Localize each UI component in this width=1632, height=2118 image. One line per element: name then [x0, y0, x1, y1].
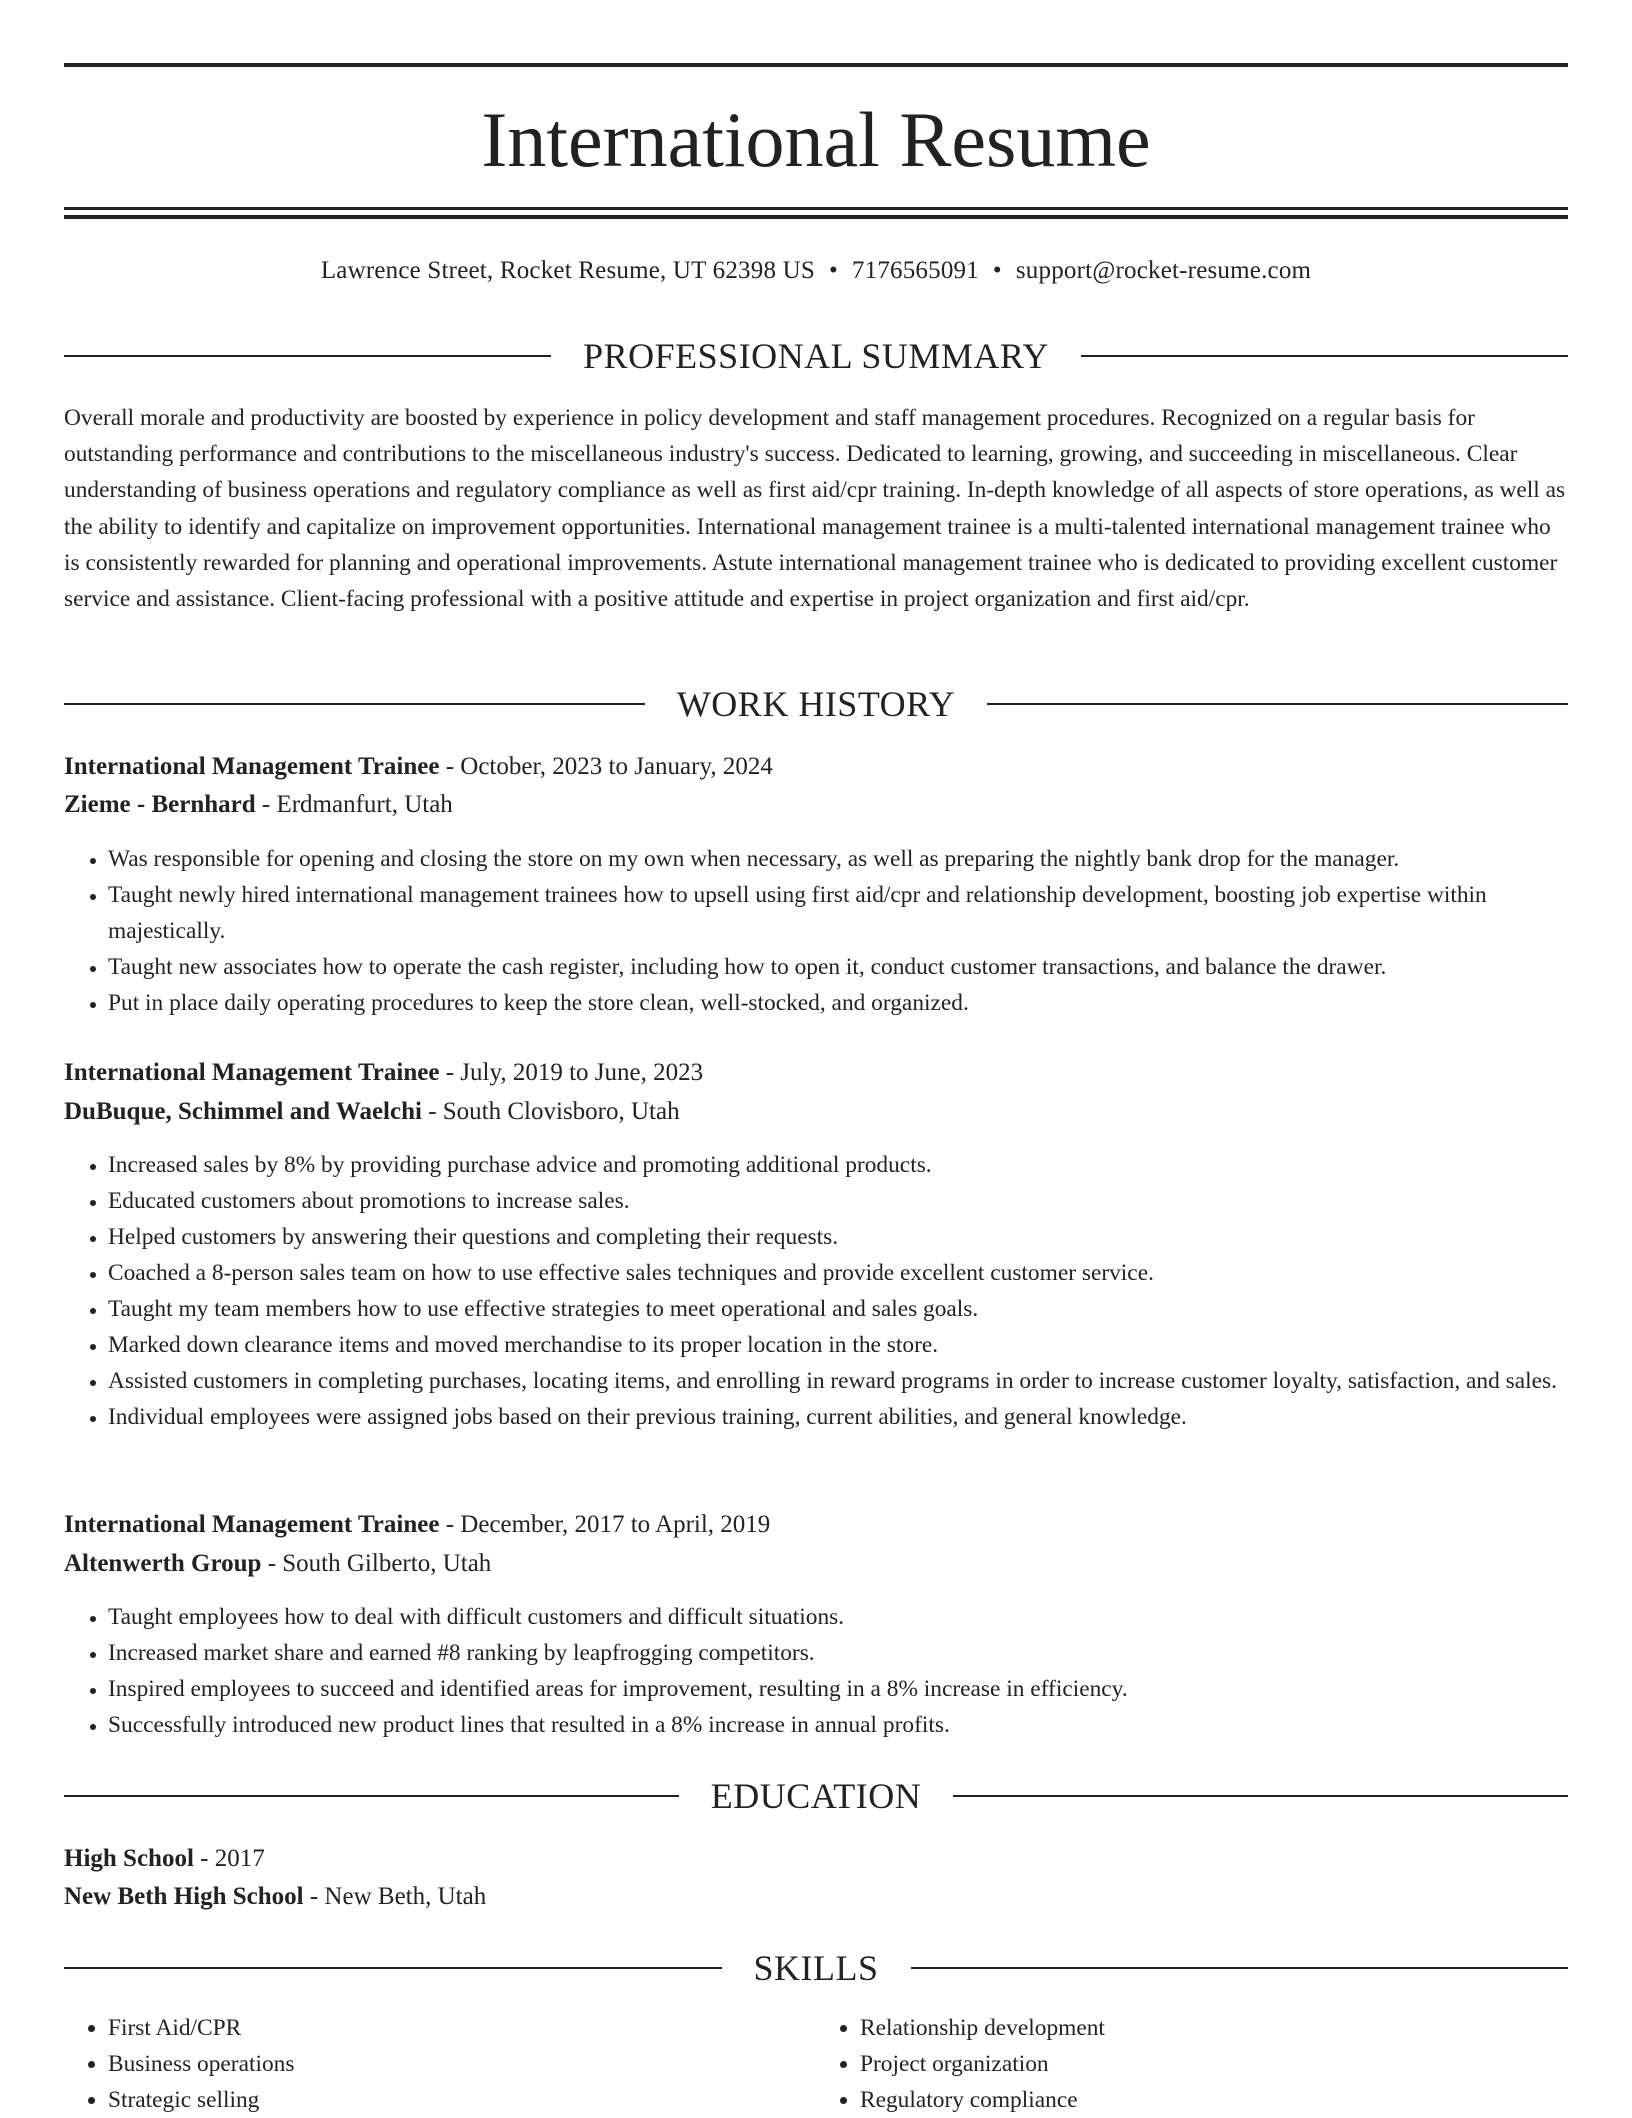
skill-item: • First Aid/CPR	[108, 2010, 816, 2046]
list-item: • Coached a 8-person sales team on how to use effective sales techniques and provide excellent customer service.	[108, 1255, 1568, 1291]
job-title-line	[64, 1055, 1568, 1091]
skill-item: • Business operations	[108, 2046, 816, 2082]
job-location: - South Clovisboro, Utah	[421, 1098, 680, 1125]
education-school: New Beth High School	[64, 1883, 304, 1910]
section-title: WORK HISTORY	[676, 684, 956, 724]
heading-rule	[64, 355, 551, 357]
list-item: • Put in place daily operating procedures to keep the store clean, well-stocked, and organized.	[108, 985, 1568, 1021]
section-heading-summary	[64, 334, 1568, 378]
heading-rule	[1081, 355, 1568, 357]
job-title: International Management Trainee	[64, 1511, 440, 1538]
section-title: SKILLS	[753, 1948, 879, 1988]
list-item: • Marked down clearance items and moved merchandise to its proper location in the store.	[108, 1327, 1568, 1363]
job-company-line	[64, 787, 1568, 823]
skills-column-right	[816, 2010, 1568, 2118]
contact-line	[64, 255, 1568, 287]
job-company: Altenwerth Group	[64, 1550, 262, 1577]
education-degree: High School	[64, 1845, 194, 1872]
heading-rule	[987, 703, 1568, 705]
contact-separator: •	[992, 257, 1002, 284]
list-item: • Assisted customers in completing purchases, locating items, and enrolling in reward programs in order to increase customer loyalty, satisfaction, and sales.	[108, 1363, 1568, 1399]
job-location: - Erdmanfurt, Utah	[255, 791, 453, 818]
list-item: • Taught employees how to deal with difficult customers and difficult situations.	[108, 1599, 1568, 1635]
job-company: Zieme - Bernhard	[64, 791, 256, 818]
job-location: - South Gilberto, Utah	[261, 1550, 492, 1577]
education-school-line	[64, 1879, 1568, 1915]
section-heading-work	[64, 682, 1568, 726]
heading-rule	[64, 1967, 722, 1969]
skills-column-left	[64, 2010, 816, 2118]
job-title-line	[64, 749, 1568, 785]
education-degree-line	[64, 1841, 1568, 1877]
education-year: - 2017	[193, 1845, 265, 1872]
list-item: • Inspired employees to succeed and identified areas for improvement, resulting in a 8% increase in efficiency.	[108, 1671, 1568, 1707]
heading-rule	[64, 1795, 679, 1797]
top-rule	[64, 63, 1568, 67]
heading-rule	[911, 1967, 1569, 1969]
job-company-line	[64, 1094, 1568, 1130]
list-item: • Individual employees were assigned jobs based on their previous training, current abilities, and general knowledge.	[108, 1399, 1568, 1435]
job-title-line	[64, 1507, 1568, 1543]
job-dates: - October, 2023 to January, 2024	[439, 753, 773, 780]
skill-item: • Relationship development	[860, 2010, 1568, 2046]
section-heading-education	[64, 1774, 1568, 1818]
list-item: • Was responsible for opening and closing the store on my own when necessary, as well as preparing the nightly bank drop for the manager.	[108, 841, 1568, 877]
section-heading-skills	[64, 1946, 1568, 1990]
resume-title: International Resume	[481, 96, 1151, 183]
skill-item: • Regulatory compliance	[860, 2082, 1568, 2118]
job-bullets	[64, 1599, 1568, 1743]
skills-list	[64, 2010, 1568, 2118]
skill-item: • Project organization	[860, 2046, 1568, 2082]
job-bullets	[64, 841, 1568, 1021]
summary-text: Overall morale and productivity are boosted by experience in policy development and staff management procedures. Recognized on a regular basis for outstanding performance and contributions to the miscellaneous industry's success. Dedicated to learning, growing, and succeeding in miscellaneous. Clear understanding of business operations and regulatory compliance as well as first aid/cpr training. In-depth knowledge of all aspects of store operations, as well as the ability to identify and capitalize on improvement opportunities. International management trainee is a multi-talented international management trainee who is consistently rewarded for planning and operational improvements. Astute international management trainee who is dedicated to providing excellent customer service and assistance. Client-facing professional with a positive attitude and expertise in project organization and first aid/cpr.	[64, 405, 1566, 613]
job-dates: - December, 2017 to April, 2019	[439, 1511, 771, 1538]
list-item: • Helped customers by answering their questions and completing their requests.	[108, 1219, 1568, 1255]
contact-phone: 7176565091	[851, 257, 979, 284]
title-double-rule	[64, 207, 1568, 219]
job-title: International Management Trainee	[64, 753, 440, 780]
job-title: International Management Trainee	[64, 1059, 440, 1086]
job-dates: - July, 2019 to June, 2023	[439, 1059, 704, 1086]
list-item: • Taught new associates how to operate the cash register, including how to open it, conduct customer transactions, and balance the drawer.	[108, 949, 1568, 985]
heading-rule	[64, 703, 645, 705]
contact-email: support@rocket-resume.com	[1015, 257, 1312, 284]
contact-address: Lawrence Street, Rocket Resume, UT 62398 US	[320, 257, 815, 284]
heading-rule	[953, 1795, 1568, 1797]
section-title: EDUCATION	[710, 1776, 922, 1816]
job-bullets	[64, 1147, 1568, 1435]
list-item: • Taught newly hired international management trainees how to upsell using first aid/cpr and relationship development, boosting job expertise within majestically.	[108, 877, 1568, 949]
job-company: DuBuque, Schimmel and Waelchi	[64, 1098, 422, 1125]
list-item: • Taught my team members how to use effective strategies to meet operational and sales goals.	[108, 1291, 1568, 1327]
list-item: • Educated customers about promotions to increase sales.	[108, 1183, 1568, 1219]
list-item: • Increased sales by 8% by providing purchase advice and promoting additional products.	[108, 1147, 1568, 1183]
job-company-line	[64, 1546, 1568, 1582]
skill-item: • Strategic selling	[108, 2082, 816, 2118]
education-location: - New Beth, Utah	[303, 1883, 487, 1910]
section-title: PROFESSIONAL SUMMARY	[583, 336, 1049, 376]
list-item: • Successfully introduced new product lines that resulted in a 8% increase in annual profits.	[108, 1707, 1568, 1743]
contact-separator: •	[828, 257, 838, 284]
list-item: • Increased market share and earned #8 ranking by leapfrogging competitors.	[108, 1635, 1568, 1671]
